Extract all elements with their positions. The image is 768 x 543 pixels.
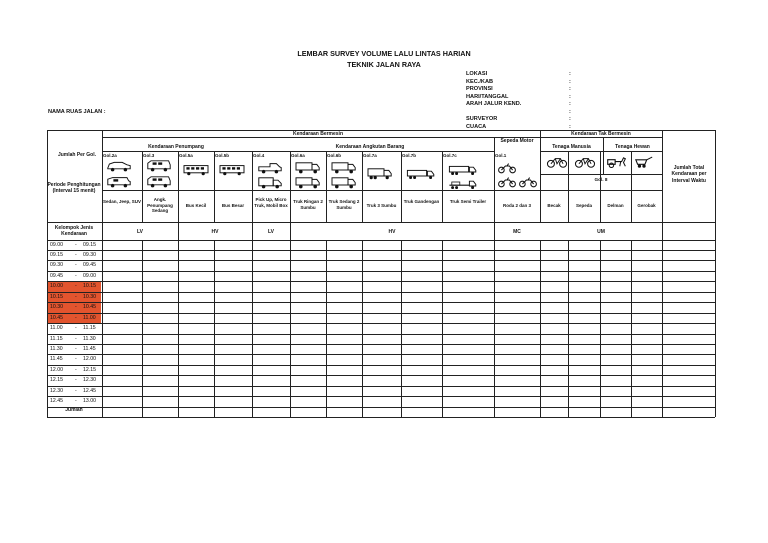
time-dash: - [75, 314, 77, 321]
time-dash: - [75, 335, 77, 342]
vehicle-group-label: LV [136, 229, 144, 235]
time-interval-row [47, 344, 101, 354]
motorcycle-icon [518, 176, 538, 188]
time-dash: - [75, 366, 77, 373]
grid-line [494, 240, 495, 418]
grid-line [47, 334, 715, 335]
gol-code-label: Gol.5b [215, 153, 230, 158]
header-kendaraan-angkutan-barang: Kendaraan Angkutan Barang [335, 144, 405, 150]
grid-line [442, 240, 443, 418]
info-colon: : [569, 108, 571, 115]
truck-icon [330, 177, 358, 189]
time-dash: - [75, 251, 77, 258]
grid-line [252, 151, 253, 222]
grid-line [47, 250, 715, 251]
vehicle-type-label: Bus Kecil [185, 203, 207, 208]
grid-line [362, 240, 363, 418]
grid-line [47, 222, 715, 223]
gol-code-label: Gol.6a [291, 153, 305, 158]
time-dash: - [75, 272, 77, 279]
truck-icon [330, 162, 358, 174]
time-from: 11.00 [50, 325, 63, 332]
gol-code-label: Gol.3 [143, 153, 155, 158]
grid-line [290, 222, 291, 240]
grid-line [494, 151, 495, 222]
time-interval-row [47, 396, 101, 406]
gol-code-label: Gol.5a [179, 153, 193, 158]
time-interval-row [47, 313, 101, 323]
grid-line [540, 151, 541, 222]
form-title: LEMBAR SURVEY VOLUME LALU LINTAS HARIAN [297, 49, 471, 58]
gol-code-label: Gol.4 [253, 153, 265, 158]
vehicle-type-label: Truk Semi Trailer [449, 199, 487, 204]
time-to: 12.00 [83, 356, 96, 363]
grid-line [47, 386, 715, 387]
form-subtitle: TEKNIK JALAN RAYA [347, 60, 421, 69]
time-dash: - [75, 377, 77, 384]
time-to: 09.00 [83, 272, 96, 279]
bus-icon [218, 164, 246, 176]
time-interval-row [47, 281, 101, 291]
time-from: 12.00 [50, 366, 63, 373]
info-label: KEC./KAB [466, 78, 494, 85]
header-jumlah: Jumlah [65, 407, 83, 413]
time-dash: - [75, 387, 77, 394]
header-jumlah-total: Jumlah Total Kendaraan per Interval Waktu [671, 165, 707, 184]
time-interval-row [47, 334, 101, 344]
vehicle-type-label: Bus Besar [221, 203, 245, 208]
header-kendaraan-bermesin: Kendaraan Bermesin [292, 131, 344, 137]
vehicle-group-label: HV [388, 229, 396, 235]
grid-line [362, 151, 363, 222]
vehicle-group-label: HV [211, 229, 219, 235]
time-from: 10.00 [50, 283, 63, 290]
time-to: 11.45 [83, 346, 96, 352]
time-to: 09.30 [83, 251, 96, 258]
gol-code-label: Gol.6b [327, 153, 342, 158]
time-interval-row [47, 260, 101, 270]
time-from: 09.45 [50, 272, 63, 279]
motorcycle-icon [497, 162, 517, 174]
time-to: 09.15 [83, 241, 96, 248]
vehicle-type-label: Truk Sedang 2 Sumbu [328, 199, 360, 210]
vehicle-type-label: Sedan, Jeep, SUV [102, 199, 141, 204]
header-jumlah-per-gol: Jumlah Per Gol. [57, 152, 97, 158]
info-label: PROVINSI [466, 86, 493, 92]
header-kelompok: Kelompok Jenis Kendaraan [54, 225, 94, 238]
grid-line [540, 240, 541, 418]
vehicle-type-label: Pick Up, Micro Truk, Mobil Box [254, 197, 288, 208]
time-from: 12.45 [50, 398, 63, 405]
grid-line [540, 174, 662, 175]
time-interval-row [47, 292, 101, 302]
time-from: 09.30 [50, 262, 63, 269]
truck-icon [294, 177, 322, 189]
time-to: 12.30 [83, 377, 96, 384]
header-tenaga-hewan: Tenaga Hewan [615, 144, 650, 150]
time-interval-row [47, 375, 101, 385]
truck-3-axle-icon [366, 168, 394, 180]
time-interval-row [47, 302, 101, 312]
grid-line [178, 151, 179, 222]
grid-line [631, 151, 632, 222]
info-label: SURVEYOR [466, 116, 498, 122]
time-to: 09.45 [83, 262, 96, 269]
header-periode: Periode Penghitungan (Interval 15 menit) [47, 182, 101, 195]
info-colon: : [569, 93, 571, 100]
time-to: 12.45 [83, 387, 96, 394]
time-from: 11.45 [50, 356, 63, 363]
grid-line [540, 151, 662, 152]
grid-line [142, 151, 143, 222]
gol-code-label: Gol.2a [103, 153, 117, 158]
gol-code-label: Gol.7b [402, 153, 417, 158]
minibus-icon [146, 176, 172, 188]
time-interval-row [47, 323, 101, 333]
time-to: 11.15 [83, 325, 96, 332]
time-to: 12.15 [83, 366, 96, 373]
grid-line [47, 365, 715, 366]
table-border [47, 130, 715, 131]
grid-line [600, 240, 601, 418]
jeep-icon [106, 176, 132, 188]
grid-line [662, 130, 663, 417]
grid-line [47, 396, 715, 397]
header-sepeda-motor: Sepeda Motor [500, 138, 534, 144]
vehicle-group-label: MC [513, 229, 521, 235]
vehicle-type-label: Truk 3 Sumbu [366, 203, 397, 208]
trailer-truck-icon [404, 168, 438, 180]
vehicle-type-label: Gerobak [637, 203, 656, 208]
gol-code-label: Gol.7a [363, 153, 377, 158]
info-colon: : [569, 78, 571, 85]
vehicle-type-label: Truk Ringan 2 Sumbu [293, 199, 323, 210]
grid-line [401, 240, 402, 418]
grid-line [47, 281, 715, 282]
time-interval-row [47, 386, 101, 396]
time-from: 10.45 [50, 314, 63, 321]
time-interval-row [47, 240, 101, 250]
grid-line [47, 313, 715, 314]
time-dash: - [75, 356, 77, 363]
header-kendaraan-tak-bermesin: Kendaraan Tak Bermesin [571, 131, 631, 137]
grid-line [290, 240, 291, 418]
vehicle-type-label: Delman [607, 203, 624, 208]
header-kendaraan-penumpang: Kendaraan Penumpang [148, 144, 204, 150]
grid-line [568, 151, 569, 222]
header-gol8: Gol. 8 [594, 177, 608, 182]
table-border [47, 130, 48, 417]
info-label: HARI/TANGGAL [466, 93, 509, 100]
time-dash: - [75, 283, 77, 290]
time-to: 10.30 [83, 293, 96, 300]
grid-line [631, 240, 632, 418]
time-dash: - [75, 346, 77, 352]
time-dash: - [75, 304, 77, 311]
grid-line [442, 151, 443, 222]
vehicle-type-label: Truk Gandengan [403, 199, 440, 204]
flatbed-trailer-icon [446, 178, 480, 190]
grid-line [290, 151, 291, 222]
vehicle-type-label: Sepeda [575, 203, 592, 208]
sedan-icon [106, 160, 132, 172]
minibus-icon [146, 160, 172, 172]
time-interval-row [47, 354, 101, 364]
grid-line [102, 130, 103, 417]
table-border [715, 130, 716, 417]
info-colon: : [569, 86, 571, 92]
grid-line [102, 151, 494, 152]
time-to: 10.15 [83, 283, 96, 290]
ruas-jalan-label: NAMA RUAS JALAN : [48, 109, 106, 115]
time-from: 09.15 [50, 251, 63, 258]
grid-line [214, 151, 215, 222]
time-interval-row [47, 365, 101, 375]
time-dash: - [75, 325, 77, 332]
grid-line [142, 240, 143, 418]
time-interval-row [47, 250, 101, 260]
semi-trailer-icon [446, 164, 480, 176]
grid-line [401, 151, 402, 222]
gol-code-label: Gol.1 [495, 153, 507, 158]
time-from: 10.15 [50, 293, 63, 300]
info-colon: : [569, 101, 571, 107]
time-to: 11.00 [83, 314, 96, 321]
vehicle-group-label: UM [597, 229, 605, 235]
time-dash: - [75, 262, 77, 269]
vehicle-type-label: Becak [547, 203, 561, 208]
grid-line [47, 323, 715, 324]
time-from: 09.00 [50, 241, 63, 248]
pickup-icon [256, 162, 284, 174]
time-from: 11.30 [50, 346, 63, 352]
grid-line [252, 240, 253, 418]
time-dash: - [75, 241, 77, 248]
pushcart-icon [634, 156, 654, 169]
bus-icon [182, 164, 210, 176]
truck-icon [294, 162, 322, 174]
grid-line [47, 375, 715, 376]
info-label: LOKASI [466, 71, 488, 77]
grid-line [600, 151, 601, 222]
info-label: ARAH JALUR KEND. [466, 101, 522, 107]
time-from: 11.15 [50, 335, 63, 342]
table-border [47, 417, 715, 418]
grid-line [47, 407, 715, 408]
time-dash: - [75, 398, 77, 405]
grid-line [47, 302, 715, 303]
grid-line [603, 137, 604, 174]
grid-line [47, 354, 715, 355]
box-truck-icon [256, 177, 284, 189]
grid-line [47, 260, 715, 261]
time-from: 10.30 [50, 304, 63, 311]
time-to: 10.45 [83, 304, 96, 311]
time-from: 12.15 [50, 377, 63, 384]
grid-line [47, 292, 715, 293]
grid-line [102, 137, 662, 138]
info-label: CUACA [466, 123, 487, 130]
horse-cart-icon [606, 156, 628, 169]
bicycle-icon [546, 156, 568, 169]
grid-line [178, 222, 179, 240]
vehicle-type-label: Roda 2 dan 3 [502, 203, 531, 208]
vehicle-type-label: Angk. Penumpang Sedang [147, 197, 173, 214]
grid-line [47, 240, 715, 241]
info-colon: : [569, 71, 571, 77]
bicycle-icon [574, 156, 596, 169]
grid-line [47, 271, 715, 272]
time-to: 13.00 [83, 398, 96, 405]
grid-line [568, 240, 569, 418]
grid-line [214, 240, 215, 418]
vehicle-group-label: LV [267, 229, 275, 235]
header-tenaga-manusia: Tenaga Manusia [552, 144, 591, 150]
gol-code-label: Gol.7c [443, 153, 457, 158]
time-to: 11.30 [83, 335, 96, 342]
grid-line [102, 190, 662, 191]
grid-line [326, 151, 327, 222]
motorcycle-icon [497, 176, 517, 188]
info-colon: : [569, 116, 571, 122]
time-dash: - [75, 293, 77, 300]
grid-line [326, 240, 327, 418]
info-colon: : [569, 123, 571, 130]
grid-line [178, 240, 179, 418]
grid-line [47, 344, 715, 345]
time-interval-row [47, 271, 101, 281]
time-from: 12.30 [50, 387, 63, 394]
